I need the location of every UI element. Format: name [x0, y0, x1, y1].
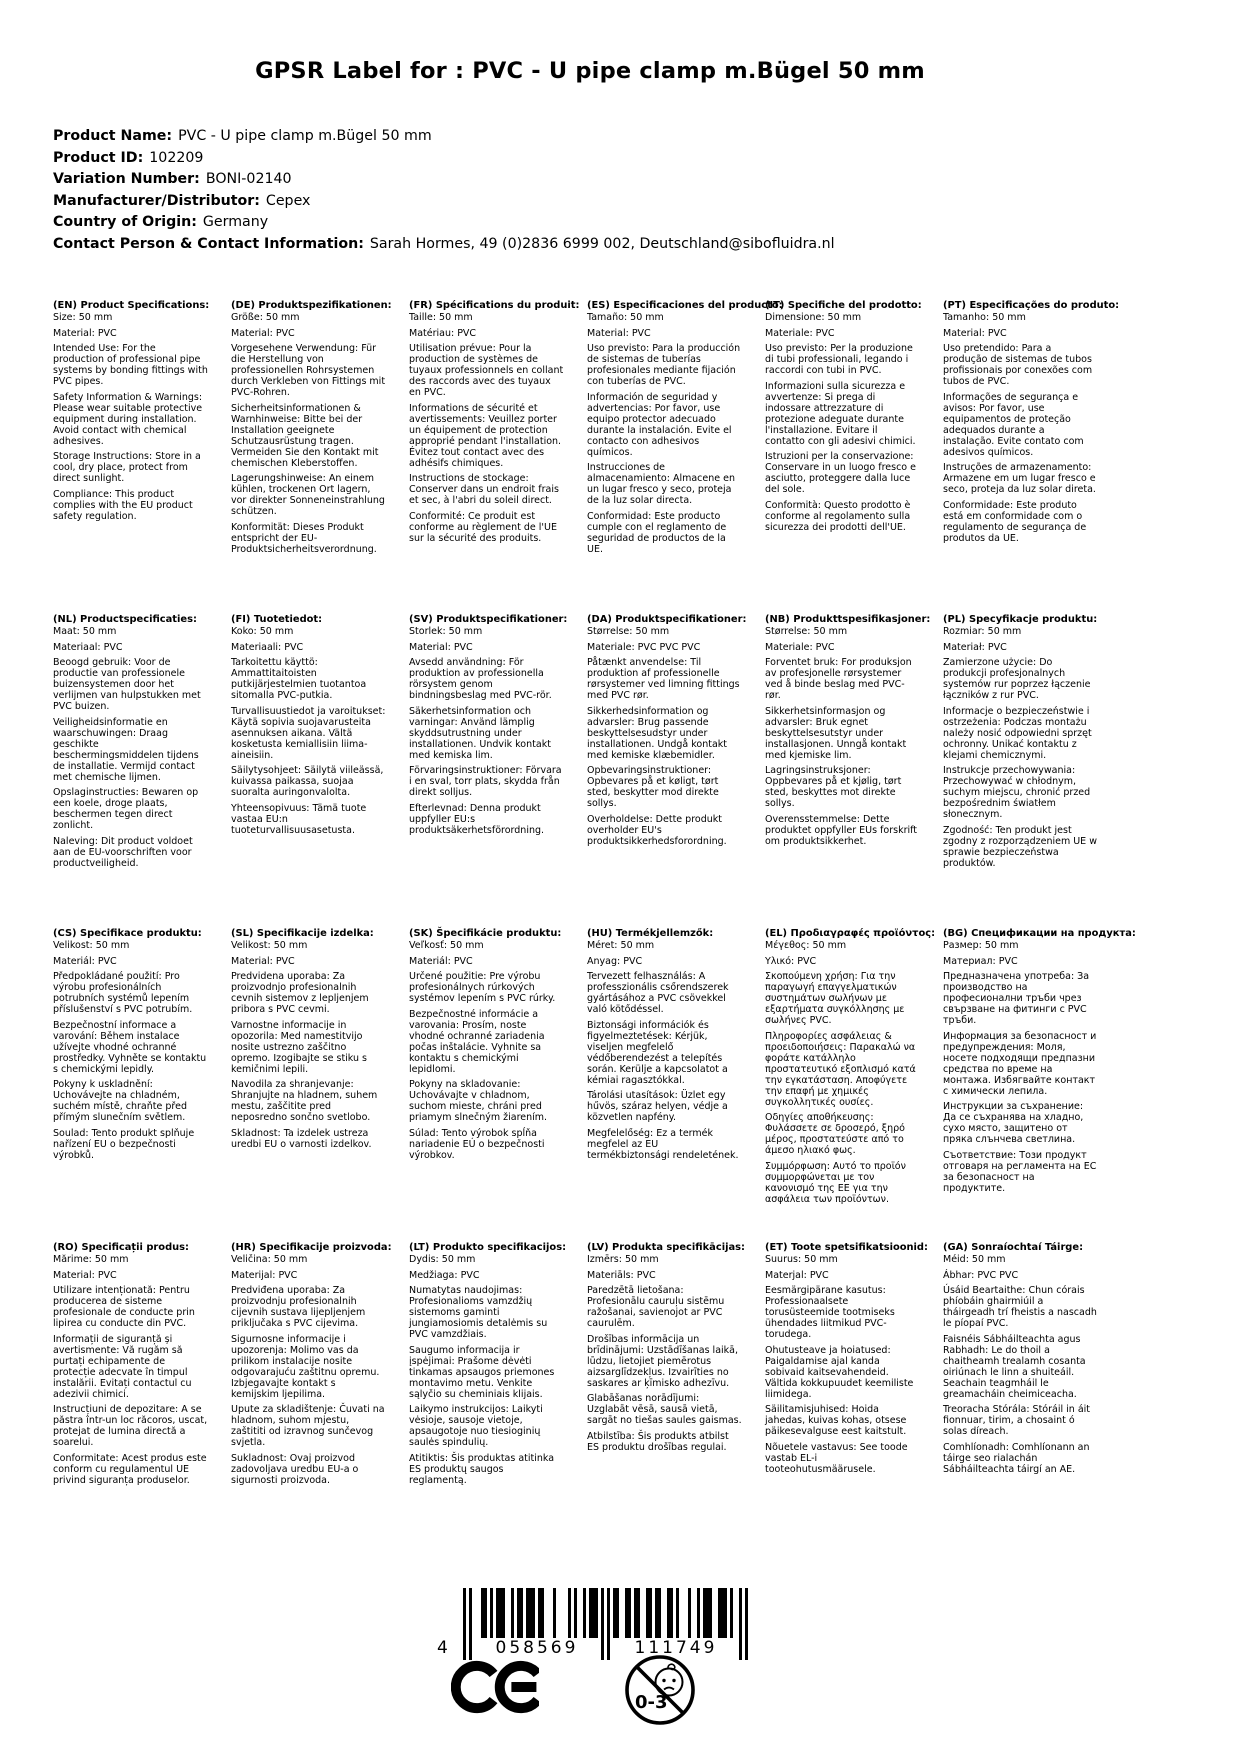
spec-paragraph: Informazioni sulla sicurezza e avvertenze: Si prega di indossare attrezzature di protezione adeguate durante l'installazione. Evitare il contatto con gli adesivi chimici.	[765, 380, 916, 447]
spec-heading: (SK) Špecifikácie produktu:	[409, 928, 562, 939]
ce-mark-icon	[451, 1658, 539, 1716]
spec-paragraph: Размер: 50 mm	[943, 940, 1019, 951]
spec-paragraph: Material: PVC	[53, 327, 117, 339]
spec-block-bg	[943, 928, 1136, 1198]
spec-paragraph: Anyag: PVC	[587, 955, 643, 967]
spec-heading: (LV) Produkta specifikācijas:	[587, 1242, 745, 1253]
spec-block-pl	[943, 614, 1098, 873]
spec-paragraph: Størrelse: 50 mm	[765, 626, 848, 637]
spec-paragraph: Yhteensopivuus: Tämä tuote vastaa EU:n tuoteturvallisuusasetusta.	[231, 802, 367, 836]
spec-paragraph: Materiale: PVC PVC PVC	[587, 641, 701, 653]
spec-block-el	[765, 928, 936, 1209]
spec-paragraph: Tarkoitettu käyttö: Ammattitaitoisten putkijärjestelmien tuotantoa sitomalla PVC-putkia.	[231, 657, 367, 701]
spec-heading: (IT) Specifiche del prodotto:	[765, 300, 922, 311]
spec-paragraph: Informații de siguranță și avertismente: Vă rugăm să purtați echipamente de protecție adecvate în timpul instalării. Evitați contactul cu adezivii chimici.	[53, 1333, 192, 1400]
spec-block-sl	[231, 928, 386, 1154]
spec-paragraph: Μέγεθος: 50 mm	[765, 940, 847, 951]
spec-paragraph: Utilizare intenționată: Pentru producerea de sisteme profesionale de conducte prin lipirea cu conducte din PVC.	[53, 1285, 195, 1329]
spec-paragraph: Conformidade: Este produto está em conformidade com o regulamento de segurança de produtos da UE.	[943, 499, 1087, 544]
spec-paragraph: Conformité: Ce produit est conforme au règlement de l'UE sur la sécurité des produits.	[409, 510, 557, 544]
spec-paragraph: Faisnéis Sábháilteachta agus Rabhadh: Le do thoil a chaitheamh trealamh cosanta oiriúnach le linn a shuiteáil. Seachain teagmháil le greamacháin cheimiceacha.	[943, 1333, 1086, 1400]
spec-paragraph: Vorgesehene Verwendung: Für die Herstellung von professionellen Rohrsystemen durch Verkleben von Fittings mit PVC-Rohren.	[231, 343, 386, 398]
spec-paragraph: Velikost: 50 mm	[53, 940, 130, 951]
info-label: Product Name:	[53, 128, 173, 144]
spec-paragraph: Material: PVC	[231, 955, 295, 967]
spec-paragraph: Atbilstība: Šis produkts atbilst ES produktu drošības regulai.	[587, 1430, 729, 1453]
spec-paragraph: Σκοπούμενη χρήση: Για την παραγωγή επαγγελματικών συστημάτων σωλήνων με εξαρτήματα συγκόλλησης με σωλήνες PVC.	[765, 971, 905, 1026]
ean13-barcode	[437, 1588, 748, 1662]
spec-heading: (FI) Tuotetiedot:	[231, 614, 323, 625]
spec-paragraph: Materijal: PVC	[231, 1269, 298, 1281]
spec-paragraph: Conformità: Questo prodotto è conforme al regolamento sulla sicurezza dei prodotti dell'UE.	[765, 499, 911, 533]
spec-paragraph: Upute za skladištenje: Čuvati na hladnom, suhom mjestu, zaštititi od izravnog sunčevog svjetla.	[231, 1404, 385, 1448]
spec-block-lt	[409, 1242, 567, 1490]
spec-paragraph: Koko: 50 mm	[231, 626, 294, 637]
spec-paragraph: Sicherheitsinformationen & Warnhinweise: Bitte bei der Installation geeignete Schutzausrüstung tragen. Vermeiden Sie den Kontakt mit chemischen Kleberstoffen.	[231, 402, 379, 469]
spec-paragraph: Predvidena uporaba: Za proizvodnjo profesionalnih cevnih sistemov z lepljenjem pribora s PVC cevmi.	[231, 971, 369, 1015]
spec-paragraph: Material: PVC	[943, 327, 1007, 339]
info-field	[53, 191, 835, 213]
spec-paragraph: Instrucțiuni de depozitare: A se păstra într-un loc răcoros, uscat, protejat de lumina directă a soarelui.	[53, 1404, 208, 1448]
spec-paragraph: Drošības informācija un brīdinājumi: Uzstādīšanas laikā, lūdzu, lietojiet piemērotus aizsarglīdzekļus. Izvairīties no saskares ar ķīmisko adhezīvu.	[587, 1333, 738, 1389]
spec-paragraph: Eesmärgipärane kasutus: Professionaalsete torusüsteemide tootmiseks ühendades liitmikud PVC-torudega.	[765, 1285, 895, 1340]
spec-block-sk	[409, 928, 564, 1165]
spec-heading: (SL) Specifikacije izdelka:	[231, 928, 374, 939]
spec-paragraph: Opslaginstructies: Bewaren op een koele, droge plaats, beschermen tegen direct zonlicht.	[53, 787, 199, 831]
spec-paragraph: Soulad: Tento produkt splňuje nařízení EU o bezpečnosti výrobků.	[53, 1127, 195, 1161]
spec-paragraph: Lagringsinstruksjoner: Oppbevares på et kjølig, tørt sted, beskyttes mot direkte sollys.	[765, 765, 902, 809]
spec-paragraph: Avsedd användning: För produktion av professionella rörsystem genom bindningsbeslag med PVC-rör.	[409, 657, 552, 701]
spec-paragraph: Υλικό: PVC	[765, 955, 817, 967]
spec-heading: (DA) Produktspecifikationer:	[587, 614, 747, 625]
spec-paragraph: Matériau: PVC	[409, 327, 477, 339]
spec-paragraph: Numatytas naudojimas: Profesionalioms vamzdžių sistemoms gaminti jungiamosiomis detalėmis su PVC vamzdžiais.	[409, 1285, 548, 1340]
spec-heading: (FR) Spécifications du produit:	[409, 300, 580, 311]
spec-paragraph: Materiale: PVC	[765, 327, 835, 339]
spec-heading: (ES) Especificaciones del producto:	[587, 300, 783, 311]
info-field	[53, 169, 835, 191]
spec-paragraph: Tervezett felhasználás: A professzionális csőrendszerek gyártásához a PVC csövekkel való kötődéssel.	[587, 971, 729, 1015]
info-field	[53, 212, 835, 234]
info-label: Manufacturer/Distributor:	[53, 192, 260, 209]
spec-paragraph: Οδηγίες αποθήκευσης: Φυλάσσετε σε δροσερό, ξηρό μέρος, προστατεύστε από το άμεσο ηλιακό φως.	[765, 1112, 905, 1156]
spec-block-fr	[409, 300, 580, 548]
spec-paragraph: Informacje o bezpieczeństwie i ostrzeżenia: Podczas montażu należy nosić odpowiedni sprzęt ochronny. Unikać kontaktu z klejami chemicznymi.	[943, 705, 1092, 761]
barcode-group2-digits: 111749	[613, 1638, 739, 1658]
spec-paragraph: Съответствие: Този продукт отговаря на регламента на ЕС за безопасност на продуктите.	[943, 1149, 1097, 1194]
spec-paragraph: Istruzioni per la conservazione: Conservare in un luogo fresco e asciutto, proteggere dalla luce del sole.	[765, 451, 916, 495]
spec-paragraph: Dimensione: 50 mm	[765, 312, 862, 323]
spec-paragraph: Varnostne informacije in opozorila: Med namestitvijo nosite ustrezno zaščitno opremo. Izogibajte se stiku s kemičnimi lepili.	[231, 1019, 368, 1075]
spec-paragraph: Conformidad: Este producto cumple con el reglamento de seguridad de productos de la UE.	[587, 510, 727, 555]
spec-heading: (PT) Especificações do produto:	[943, 300, 1120, 311]
spec-paragraph: Säilitamisjuhised: Hoida jahedas, kuivas kohas, otsese päikesevalguse eest kaitstult.	[765, 1404, 907, 1437]
info-value: Cepex	[265, 192, 311, 209]
spec-paragraph: Materiał: PVC	[943, 641, 1007, 653]
spec-paragraph: Πληροφορίες ασφάλειας & προειδοποιήσεις: Παρακαλώ να φοράτε κατάλληλο προστατευτικό εξοπλισμό κατά την εγκατάσταση. Αποφύγετε την επαφή με χημικές συγκολλητικές ουσίες.	[765, 1030, 916, 1108]
spec-paragraph: Určené použitie: Pre výrobu profesionálnych rúrkových systémov lepením s PVC rúrky.	[409, 971, 556, 1004]
spec-paragraph: Предназначена употреба: За производство на професионални тръби чрез свързване на фитинги с PVC тръби.	[943, 971, 1090, 1026]
spec-paragraph: Materiaal: PVC	[53, 641, 123, 653]
spec-paragraph: Información de seguridad y advertencias: Por favor, use equipo protector adecuado durante la instalación. Evite el contacto con adhesivos químicos.	[587, 391, 732, 458]
spec-paragraph: Materjal: PVC	[765, 1269, 829, 1281]
info-value: PVC - U pipe clamp m.Bügel 50 mm	[178, 128, 432, 144]
spec-heading: (DE) Produktspezifikationen:	[231, 300, 392, 311]
spec-paragraph: Skladnost: Ta izdelek ustreza uredbi EU o varnosti izdelkov.	[231, 1127, 372, 1150]
spec-paragraph: Materiál: PVC	[53, 955, 117, 967]
spec-block-ga	[943, 1242, 1098, 1479]
spec-paragraph: Größe: 50 mm	[231, 312, 300, 323]
spec-paragraph: Glabāšanas norādījumi: Uzglabāt vēsā, sausā vietā, sargāt no tiešas saules gaismas.	[587, 1393, 742, 1426]
spec-paragraph: Pokyny na skladovanie: Uchovávajte v chladnom, suchom mieste, chráni pred priamym slnečným žiarením.	[409, 1079, 548, 1123]
spec-block-lv	[587, 1242, 745, 1457]
spec-heading: (EN) Product Specifications:	[53, 300, 210, 311]
spec-block-cs	[53, 928, 208, 1165]
spec-paragraph: Sigurnosne informacije i upozorenja: Molimo vas da prilikom instalacije nosite odgovarajuću zaštitnu opremu. Izbjegavajte kontakt s kemijskim ljepilima.	[231, 1333, 380, 1400]
spec-paragraph: Zamierzone użycie: Do produkcji profesjonalnych systemów rur poprzez łączenie łączników z rur PVC.	[943, 657, 1091, 701]
spec-paragraph: Overensstemmelse: Dette produktet oppfyller EUs forskrift om produktsikkerhet.	[765, 813, 918, 847]
spec-paragraph: Předpokládané použití: Pro výrobu profesionálních potrubních systémů lepením příslušenství s PVC potrubím.	[53, 971, 193, 1015]
spec-heading: (NB) Produkttspesifikasjoner:	[765, 614, 931, 625]
spec-heading: (HU) Termékjellemzők:	[587, 928, 714, 939]
info-label: Product ID:	[53, 149, 144, 166]
spec-heading: (GA) Sonraíochtaí Táirge:	[943, 1242, 1084, 1253]
product-info	[53, 126, 835, 255]
barcode-first-digit: 4	[437, 1638, 448, 1658]
info-label: Country of Origin:	[53, 214, 197, 230]
spec-block-da	[587, 614, 747, 851]
spec-paragraph: Storage Instructions: Store in a cool, dry place, protect from direct sunlight.	[53, 451, 201, 484]
spec-heading: (PL) Specyfikacje produktu:	[943, 614, 1098, 625]
spec-paragraph: Turvallisuustiedot ja varoitukset: Käytä sopivia suojavarusteita asennuksen aikana. Vältä kosketusta kemiallisiin liima-aineisiin.	[231, 705, 386, 761]
spec-paragraph: Tárolási utasítások: Üzlet egy hűvös, száraz helyen, védje a közvetlen napfény.	[587, 1090, 728, 1123]
spec-paragraph: Saugumo informacija ir įspėjimai: Prašome dėvėti tinkamas apsaugos priemones montavimo metu. Venkite sąlyčio su cheminiais klijais.	[409, 1344, 555, 1400]
spec-paragraph: Size: 50 mm	[53, 312, 113, 323]
spec-paragraph: Taille: 50 mm	[409, 312, 473, 323]
spec-block-ro	[53, 1242, 208, 1490]
spec-paragraph: Material: PVC	[587, 327, 651, 339]
spec-block-sv	[409, 614, 568, 840]
spec-paragraph: Uso pretendido: Para a produção de sistemas de tubos profissionais por conexões com tubos de PVC.	[943, 343, 1093, 387]
spec-paragraph: Materiaali: PVC	[231, 641, 304, 653]
spec-paragraph: Bezpečnostné informácie a varovania: Prosím, noste vhodné ochranné zariadenia počas inštalácie. Vyhnite sa kontaktu s chemickými lepidlomi.	[409, 1008, 545, 1075]
spec-paragraph: Utilisation prévue: Pour la production de systèmes de tuyaux professionnels en collant des raccords avec des tuyaux en PVC.	[409, 343, 564, 398]
spec-paragraph: Sukladnost: Ovaj proizvod zadovoljava uredbu EU-a o sigurnosti proizvoda.	[231, 1452, 359, 1486]
spec-paragraph: Størrelse: 50 mm	[587, 626, 670, 637]
spec-paragraph: Velikost: 50 mm	[231, 940, 308, 951]
spec-paragraph: Méret: 50 mm	[587, 940, 655, 951]
spec-paragraph: Veiligheidsinformatie en waarschuwingen: Draag geschikte beschermingsmiddelen tijdens de installatie. Vermijd contact met chemische lijmen.	[53, 716, 199, 783]
spec-paragraph: Naleving: Dit product voldoet aan de EU-voorschriften voor productveiligheid.	[53, 835, 193, 869]
spec-paragraph: Beoogd gebruik: Voor de productie van professionele buizensystemen door het verlijmen van hulpstukken met PVC buizen.	[53, 657, 201, 712]
spec-paragraph: Material: PVC	[409, 641, 473, 653]
spec-paragraph: Medžiaga: PVC	[409, 1269, 480, 1281]
spec-heading: (EL) Προδιαγραφές προϊόντος:	[765, 928, 936, 939]
spec-paragraph: Materiál: PVC	[409, 955, 473, 967]
spec-block-et	[765, 1242, 928, 1479]
spec-paragraph: Efterlevnad: Denna produkt uppfyller EU:s produktsäkerhetsförordning.	[409, 802, 545, 836]
spec-paragraph: Safety Information & Warnings: Please wear suitable protective equipment during installation. Avoid contact with chemical adhesives.	[53, 391, 203, 447]
spec-paragraph: Biztonsági információk és figyelmeztetések: Kérjük, viseljen megfelelő védőberendezést a telepítés során. Kerülje a kapcsolatot a kémiai ragasztókkal.	[587, 1019, 728, 1086]
spec-block-en	[53, 300, 208, 526]
spec-paragraph: Ábhar: PVC PVC	[943, 1269, 1019, 1281]
spec-paragraph: Overholdelse: Dette produkt overholder EU's produktsikkerhedsforordning.	[587, 813, 727, 847]
spec-heading: (LT) Produkto specifikacijos:	[409, 1242, 567, 1253]
spec-paragraph: Instructions de stockage: Conserver dans un endroit frais et sec, à l'abri du soleil direct.	[409, 473, 559, 506]
spec-grid	[53, 300, 1136, 1556]
spec-paragraph: Informações de segurança e avisos: Por favor, use equipamentos de proteção adequados durante a instalação. Evite contato com adesivos químicos.	[943, 391, 1084, 458]
spec-heading: (CS) Specifikace produktu:	[53, 928, 202, 939]
info-field	[53, 234, 835, 256]
spec-paragraph: Treoracha Stórála: Stóráil in áit fionnuar, tirim, a chosaint ó solas díreach.	[943, 1404, 1091, 1437]
spec-paragraph: Úsáid Beartaithe: Chun córais phíobáin ghairmiúil a tháirgeadh trí fheistis a nascadh le píopaí PVC.	[943, 1285, 1097, 1329]
spec-paragraph: Instrukcje przechowywania: Przechowywać w chłodnym, suchym miejscu, chronić przed bezpośrednim światłem słonecznym.	[943, 765, 1091, 820]
spec-paragraph: Suurus: 50 mm	[765, 1254, 838, 1265]
spec-paragraph: Paredzētā lietošana: Profesionālu cauruļu sistēmu ražošanai, savienojot ar PVC caurulēm.	[587, 1285, 725, 1329]
spec-heading: (HR) Specifikacije proizvoda:	[231, 1242, 392, 1253]
spec-block-fi	[231, 614, 386, 840]
spec-paragraph: Maat: 50 mm	[53, 626, 117, 637]
spec-paragraph: Информация за безопасност и предупреждения: Моля, носете подходящи предпазни средства по време на монтажа. Избягвайте контакт с химически лепила.	[943, 1030, 1097, 1097]
age-warning-0-3-icon	[623, 1652, 697, 1728]
spec-paragraph: Laikymo instrukcijos: Laikyti vėsioje, sausoje vietoje, apsaugotoje nuo tiesioginių saulės spindulių.	[409, 1404, 543, 1448]
info-value: BONI-02140	[205, 171, 292, 187]
spec-paragraph: Материал: PVC	[943, 955, 1018, 967]
spec-paragraph: Storlek: 50 mm	[409, 626, 483, 637]
spec-block-hu	[587, 928, 742, 1165]
spec-paragraph: Materiāls: PVC	[587, 1269, 656, 1281]
spec-block-de	[231, 300, 392, 559]
spec-paragraph: Intended Use: For the production of professional pipe systems by bonding fittings with PVC pipes.	[53, 343, 208, 387]
spec-paragraph: Uso previsto: Para la producción de sistemas de tuberías profesionales mediante fijación con tuberías de PVC.	[587, 343, 741, 387]
spec-paragraph: Sikkerhedsinformation og advarsler: Brug passende beskyttelsesudstyr under installationen. Undgå kontakt med kemiske klæbemidler.	[587, 705, 728, 761]
spec-paragraph: Comhlíonadh: Comhlíonann an táirge seo rialachán Sábháilteachta táirgí an AE.	[943, 1441, 1090, 1475]
spec-paragraph: Lagerungshinweise: An einem kühlen, trockenen Ort lagern, vor direkter Sonneneinstrahlung schützen.	[231, 473, 385, 517]
spec-block-es	[587, 300, 783, 559]
spec-paragraph: Izmērs: 50 mm	[587, 1254, 659, 1265]
info-value: Sarah Hormes, 49 (0)2836 6999 002, Deutschland@sibofluidra.nl	[369, 235, 835, 252]
spec-paragraph: Sikkerhetsinformasjon og advarsler: Bruk egnet beskyttelsesutstyr under installasjonen. Unngå kontakt med kjemiske lim.	[765, 705, 907, 761]
spec-block-nl	[53, 614, 208, 873]
spec-paragraph: Súlad: Tento výrobok spĺňa nariadenie EÚ o bezpečnosti výrobkov.	[409, 1127, 545, 1161]
age-warning-label: 0-3	[635, 1692, 668, 1713]
spec-paragraph: Konformität: Dieses Produkt entspricht der EU-Produktsicherheitsverordnung.	[231, 521, 377, 555]
spec-paragraph: Påtænkt anvendelse: Til produktion af professionelle rørsystemer ved limning fittings med PVC rør.	[587, 657, 740, 701]
spec-block-nb	[765, 614, 931, 851]
spec-paragraph: Méid: 50 mm	[943, 1254, 1006, 1265]
spec-paragraph: Compliance: This product complies with the EU product safety regulation.	[53, 488, 193, 522]
spec-paragraph: Säkerhetsinformation och varningar: Använd lämplig skyddsutrustning under installationen. Undvik kontakt med kemiska lim.	[409, 705, 551, 761]
spec-paragraph: Nõuetele vastavus: See toode vastab EL-i tooteohutusmäärusele.	[765, 1441, 908, 1475]
spec-paragraph: Tamaño: 50 mm	[587, 312, 664, 323]
spec-paragraph: Atitiktis: Šis produktas atitinka ES produktų saugos reglamentą.	[409, 1452, 555, 1486]
spec-paragraph: Material: PVC	[231, 327, 295, 339]
spec-paragraph: Инструкции за съхранение: Да се съхранява на хладно, сухо място, защитено от пряка слънчева светлина.	[943, 1101, 1084, 1145]
spec-paragraph: Förvaringsinstruktioner: Förvara i en sval, torr plats, skydda från direkt solljus.	[409, 765, 562, 798]
info-value: 102209	[149, 149, 204, 166]
spec-paragraph: Conformitate: Acest produs este conform cu regulamentul UE privind siguranța produselor.	[53, 1452, 207, 1486]
spec-paragraph: Materiale: PVC	[765, 641, 835, 653]
spec-heading: (NL) Productspecificaties:	[53, 614, 197, 625]
spec-block-pt	[943, 300, 1120, 548]
info-field	[53, 126, 835, 148]
page-title: GPSR Label for : PVC - U pipe clamp m.Bügel 50 mm	[255, 58, 925, 84]
spec-paragraph: Informations de sécurité et avertissements: Veuillez porter un équipement de protection approprié pendant l'installation. Évitez tout contact avec des adhésifs chimiques.	[409, 402, 562, 469]
info-label: Variation Number:	[53, 171, 200, 187]
spec-paragraph: Megfelelőség: Ez a termék megfelel az EU termékbiztonsági rendeletének.	[587, 1127, 739, 1161]
spec-paragraph: Material: PVC	[53, 1269, 117, 1281]
spec-paragraph: Instrucciones de almacenamiento: Almacene en un lugar fresco y seco, proteja de la luz solar directa.	[587, 462, 735, 506]
spec-paragraph: Navodila za shranjevanje: Shranjujte na hladnem, suhem mestu, zaščitite pred neposredno sončno svetlobo.	[231, 1079, 378, 1123]
spec-paragraph: Συμμόρφωση: Αυτό το προϊόν συμμορφώνεται με τον κανονισμό της ΕΕ για την ασφάλεια των προϊόντων.	[765, 1160, 906, 1205]
spec-paragraph: Säilytysohjeet: Säilytä viileässä, kuivassa paikassa, suojaa suoralta auringonvalolta.	[231, 765, 384, 798]
spec-paragraph: Veličina: 50 mm	[231, 1254, 308, 1265]
spec-heading: (RO) Specificații produs:	[53, 1242, 189, 1253]
barcode-group1-digits: 058569	[473, 1638, 601, 1658]
spec-paragraph: Ohutusteave ja hoiatused: Paigaldamise ajal kanda sobivaid kaitsevahendeid. Vältida kokkupuudet keemiliste liimidega.	[765, 1344, 914, 1400]
spec-paragraph: Dydis: 50 mm	[409, 1254, 476, 1265]
spec-paragraph: Veľkosť: 50 mm	[409, 940, 484, 951]
spec-heading: (ET) Toote spetsifikatsioonid:	[765, 1242, 928, 1253]
spec-block-it	[765, 300, 920, 537]
spec-paragraph: Rozmiar: 50 mm	[943, 626, 1022, 637]
spec-paragraph: Instruções de armazenamento: Armazene em um lugar fresco e seco, proteja da luz solar direta.	[943, 462, 1096, 495]
spec-paragraph: Forventet bruk: For produksjon av profesjonelle rørsystemer ved å binde beslag med PVC-rør.	[765, 657, 912, 701]
spec-paragraph: Pokyny k uskladnění: Uchovávejte na chladném, suchém místě, chraňte před přímým slunečním světlem.	[53, 1079, 187, 1123]
spec-paragraph: Mărime: 50 mm	[53, 1254, 129, 1265]
spec-heading: (BG) Спецификации на продукта:	[943, 928, 1136, 939]
spec-paragraph: Tamanho: 50 mm	[943, 312, 1026, 323]
info-value: Germany	[202, 214, 269, 230]
spec-paragraph: Predviđena uporaba: Za proizvodnju profesionalnih cijevnih sustava lijepljenjem priključaka s PVC cijevima.	[231, 1285, 366, 1329]
spec-heading: (SV) Produktspecifikationer:	[409, 614, 568, 625]
info-field	[53, 148, 835, 170]
spec-paragraph: Uso previsto: Per la produzione di tubi professionali, legando i raccordi con tubi in PVC.	[765, 343, 913, 376]
spec-paragraph: Bezpečnostní informace a varování: Během instalace užívejte vhodné ochranné prostředky. Vyhněte se kontaktu s chemickými lepidly.	[53, 1019, 207, 1075]
spec-paragraph: Zgodność: Ten produkt jest zgodny z rozporządzeniem UE w sprawie bezpieczeństwa produktów.	[943, 824, 1097, 869]
spec-paragraph: Opbevaringsinstruktioner: Opbevares på et køligt, tørt sted, beskytter mod direkte sollys.	[587, 765, 719, 809]
spec-block-hr	[231, 1242, 392, 1490]
info-label: Contact Person & Contact Information:	[53, 235, 364, 252]
